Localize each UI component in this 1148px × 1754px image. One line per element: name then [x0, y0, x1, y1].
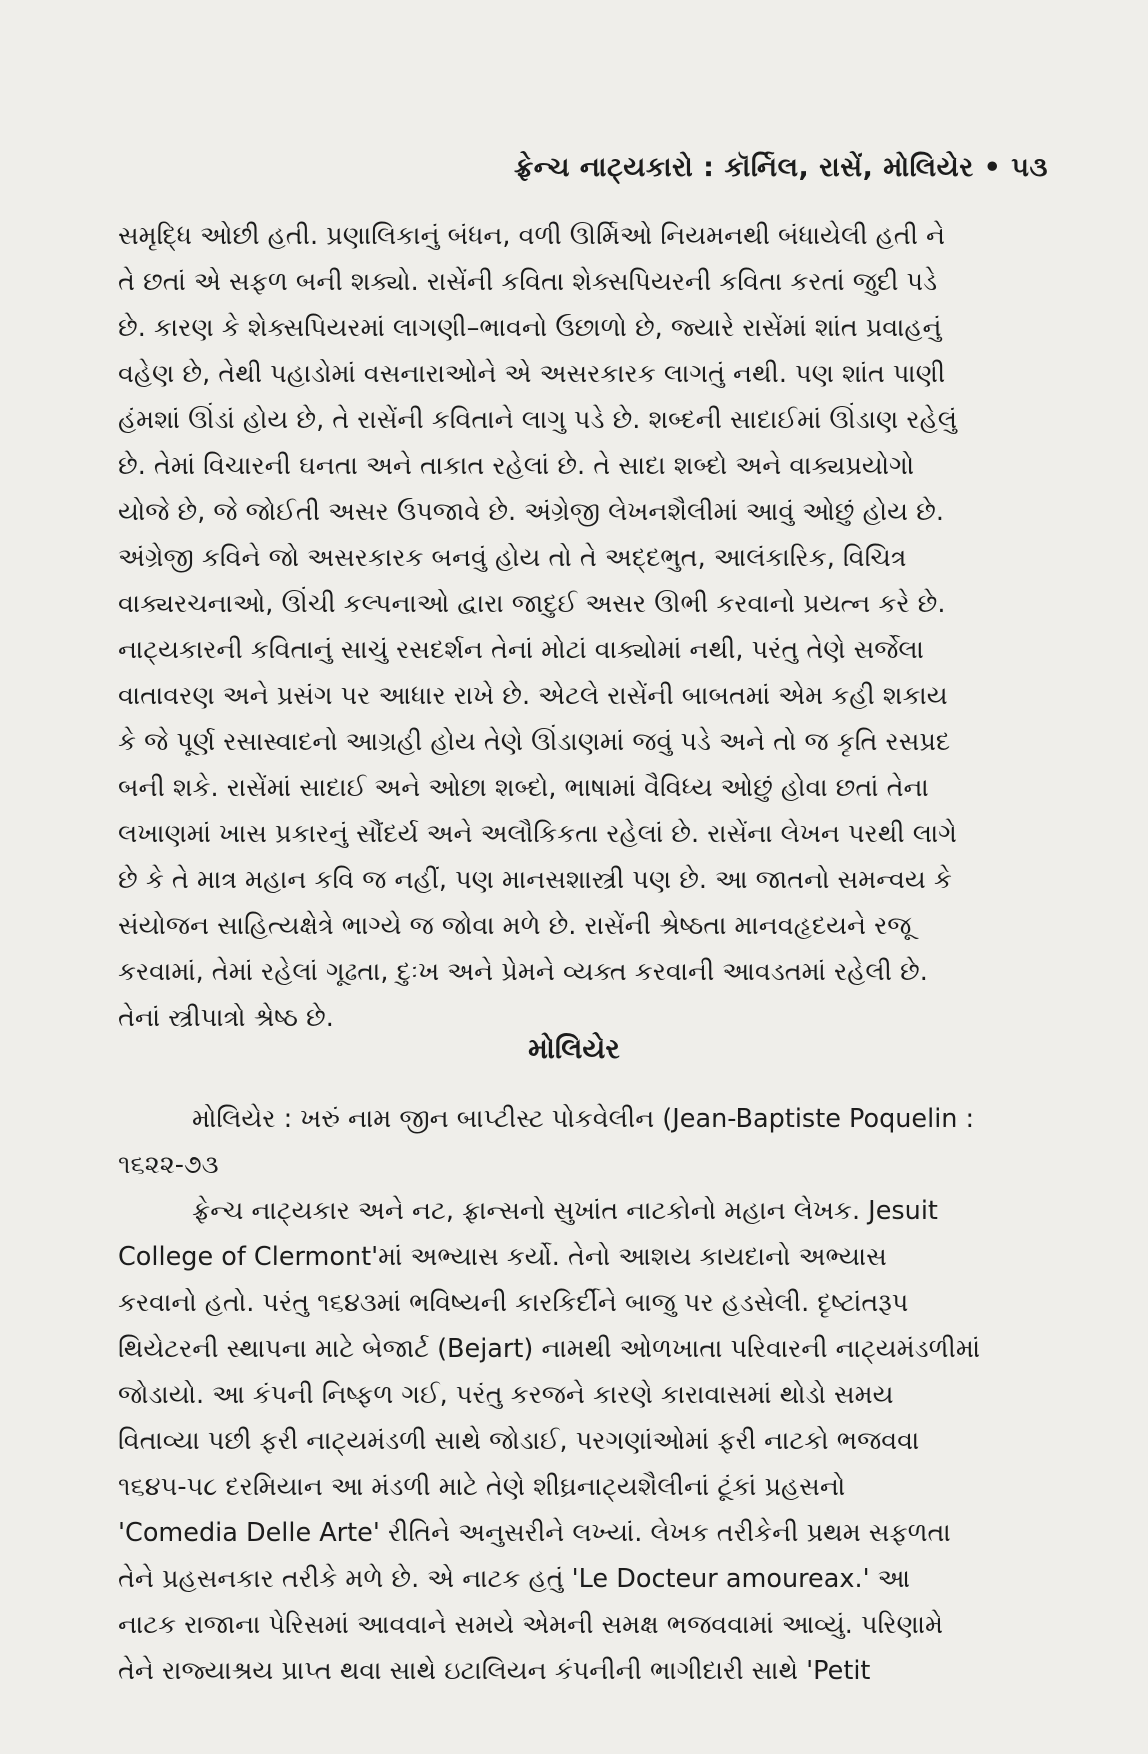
text-line: છે. કારણ કે શેક્સપિયરમાં લાગણી–ભાવનો ઉછાળો છે, જ્યારે રાસેંમાં શાંત પ્રવાહનું: [118, 313, 942, 343]
text-line: વાક્યરચનાઓ, ઊંચી કલ્પનાઓ દ્વારા જાદુઈ અસર ઊભી કરવાનો પ્રયત્ન કરે છે.: [118, 589, 946, 619]
text-line: તેને રાજ્યાશ્રય પ્રાપ્ત થવા સાથે ઇટાલિયન કંપનીની ભાગીદારી સાથે 'Petit: [118, 1656, 871, 1686]
text-line: બની શકે. રાસેંમાં સાદાઈ અને ઓછા શબ્દો, ભાષામાં વૈવિધ્ય ઓછું હોવા છતાં તેના: [118, 773, 929, 803]
section-heading-moliere: મોલિયેર: [528, 1032, 620, 1065]
text-line: ફ્રેન્ચ નાટ્યકાર અને નટ, ફ્રાન્સનો સુખાંત નાટકોનો મહાન લેખક. Jesuit: [192, 1196, 938, 1226]
text-line: વિતાવ્યા પછી ફરી નાટ્યમંડળી સાથે જોડાઈ, પરગણાંઓમાં ફરી નાટકો ભજવવા: [118, 1426, 920, 1456]
running-title: ફ્રેન્ચ નાટ્યકારો : કૉર્નિલ, રાસેં, મોલિયેર: [514, 152, 974, 183]
text-line: તે છતાં એ સફળ બની શક્યો. રાસેંની કવિતા શેક્સપિયરની કવિતા કરતાં જુદી પડે: [118, 267, 938, 297]
text-line: નાટક રાજાના પેરિસમાં આવવાને સમયે એમની સમક્ષ ભજવવામાં આવ્યું. પરિણામે: [118, 1610, 943, 1640]
text-line: છે કે તે માત્ર મહાન કવિ જ નહીં, પણ માનસશાસ્ત્રી પણ છે. આ જાતનો સમન્વય કે: [118, 865, 952, 895]
text-line: તેને પ્રહસનકાર તરીકે મળે છે. એ નાટક હતું 'Le Docteur amoureax.' આ: [118, 1564, 911, 1594]
running-header: [514, 152, 1048, 184]
text-line: તેનાં સ્ત્રીપાત્રો શ્રેષ્ઠ છે.: [118, 1003, 334, 1033]
page-number: ૫૩: [1011, 152, 1048, 183]
text-line: સંયોજન સાહિત્યક્ષેત્રે ભાગ્યે જ જોવા મળે છે. રાસેંની શ્રેષ્ઠતા માનવહૃદયને રજૂ: [118, 911, 912, 941]
text-line: લખાણમાં ખાસ પ્રકારનું સૌંદર્ય અને અલૌકિકતા રહેલાં છે. રાસેંના લેખન પરથી લાગે: [118, 819, 957, 849]
text-line: College of Clermont'માં અભ્યાસ કર્યો. તેનો આશય કાયદાનો અભ્યાસ: [118, 1242, 887, 1272]
text-line: નાટ્યકારની કવિતાનું સાચું રસદર્શન તેનાં મોટાં વાક્યોમાં નથી, પરંતુ તેણે સર્જેલા: [118, 635, 924, 665]
header-bullet: •: [983, 152, 1002, 183]
intro-dates: ૧૬૨૨-૭૩: [118, 1150, 219, 1180]
text-line: જોડાયો. આ કંપની નિષ્ફળ ગઈ, પરંતુ કરજને કારણે કારાવાસમાં થોડો સમય: [118, 1380, 894, 1410]
paragraph-moliere: [118, 1096, 1030, 1694]
text-line: કરવામાં, તેમાં રહેલાં ગૂઢતા, દુઃખ અને પ્રેમને વ્યક્ત કરવાની આવડતમાં રહેલી છે.: [118, 957, 928, 987]
text-line: છે. તેમાં વિચારની ઘનતા અને તાકાત રહેલાં છે. તે સાદા શબ્દો અને વાક્યપ્રયોગો: [118, 451, 915, 481]
intro-line: મોલિયેર : ખરું નામ જીન બાપ્ટીસ્ટ પોકવેલીન (Jean-Baptiste Poquelin :: [192, 1104, 975, 1134]
text-line: કરવાનો હતો. પરંતુ ૧૬૪૩માં ભવિષ્યની કારકિર્દીને બાજુ પર હડસેલી. દૃષ્ટાંતરૂપ: [118, 1288, 909, 1318]
text-line: યોજે છે, જે જોઈતી અસર ઉપજાવે છે. અંગ્રેજી લેખનશૈલીમાં આવું ઓછું હોય છે.: [118, 497, 944, 527]
text-line: ૧૬૪૫-૫૮ દરમિયાન આ મંડળી માટે તેણે શીઘ્રનાટ્યશૈલીનાં ટૂંકાં પ્રહસનો: [118, 1472, 846, 1502]
text-line: હંમશાં ઊંડાં હોય છે, તે રાસેંની કવિતાને લાગુ પડે છે. શબ્દની સાદાઈમાં ઊંડાણ રહેલું: [118, 405, 957, 435]
text-line: વાતાવરણ અને પ્રસંગ પર આધાર રાખે છે. એટલે રાસેંની બાબતમાં એમ કહી શકાય: [118, 681, 948, 711]
text-line: સમૃદ્ધિ ઓછી હતી. પ્રણાલિકાનું બંધન, વળી ઊર્મિઓ નિયમનથી બંધાયેલી હતી ને: [118, 221, 946, 251]
text-line: અંગ્રેજી કવિને જો અસરકારક બનવું હોય તો તે અદ્દભુત, આલંકારિક, વિચિત્ર: [118, 543, 907, 573]
paragraph-rasen-poetry: [118, 213, 1030, 1041]
text-line: કે જે પૂર્ણ રસાસ્વાદનો આગ્રહી હોય તેણે ઊંડાણમાં જવું પડે અને તો જ કૃતિ રસપ્રદ: [118, 727, 951, 757]
text-line: થિયેટરની સ્થાપના માટે બેજાર્ટ (Bejart) નામથી ઓળખાતા પરિવારની નાટ્યમંડળીમાં: [118, 1334, 981, 1364]
text-line: વહેણ છે, તેથી પહાડોમાં વસનારાઓને એ અસરકારક લાગતું નથી. પણ શાંત પાણી: [118, 359, 946, 389]
text-line: 'Comedia Delle Arte' રીતિને અનુસરીને લખ્યાં. લેખક તરીકેની પ્રથમ સફળતા: [118, 1518, 951, 1548]
